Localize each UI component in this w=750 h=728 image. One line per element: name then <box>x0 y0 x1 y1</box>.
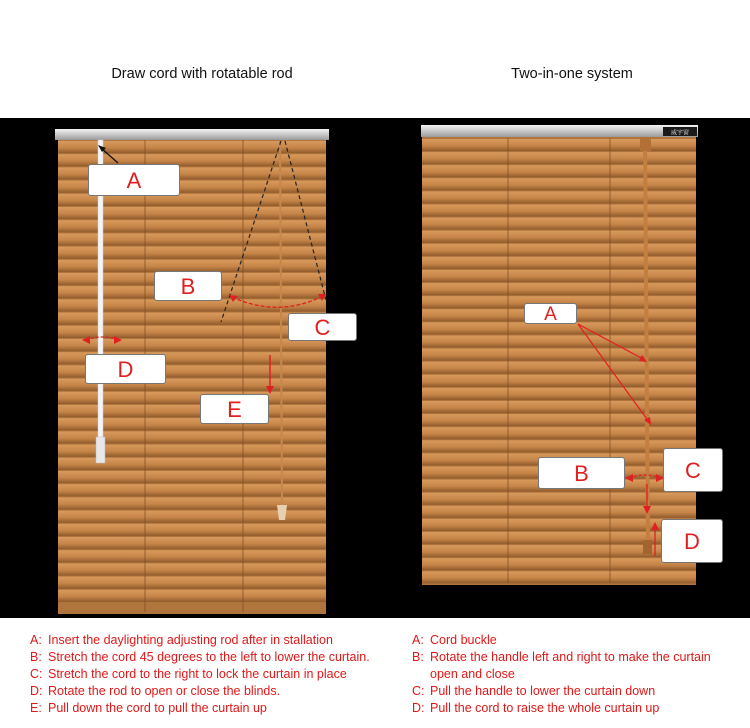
legend-right-item-cont: open and close <box>430 667 515 681</box>
legend-left-item: C: Stretch the cord to the right to lock the curtain in place <box>30 667 347 681</box>
slat <box>58 484 326 496</box>
slat <box>422 205 696 217</box>
legend-left-item: E: Pull down the cord to pull the curtain up <box>30 701 267 715</box>
slat <box>58 524 326 536</box>
legend-left-item: B: Stretch the cord 45 degrees to the left to lower the curtain. <box>30 650 370 664</box>
label-right-a: A <box>524 303 577 324</box>
slat <box>422 218 696 230</box>
legend-right-item: C: Pull the handle to lower the curtain down <box>412 684 656 698</box>
legend-left-item: A: Insert the daylighting adjusting rod after in stallation <box>30 633 333 647</box>
label-right-c: C <box>663 448 723 492</box>
right-blind <box>421 125 698 585</box>
cord-buckle <box>640 137 651 151</box>
label-left-e: E <box>200 394 269 424</box>
slat <box>58 563 326 575</box>
legend-right <box>412 632 742 717</box>
slat <box>422 427 696 439</box>
label-left-c: C <box>288 313 357 341</box>
slat <box>422 231 696 243</box>
slat <box>422 283 696 295</box>
label-left-d: D <box>85 354 166 384</box>
wand-handle <box>643 540 652 554</box>
slat <box>422 244 696 256</box>
slat <box>422 165 696 177</box>
slat <box>58 537 326 549</box>
slat <box>422 139 696 151</box>
slat <box>422 270 696 282</box>
label-right-b: B <box>538 457 625 489</box>
label-left-b: B <box>154 271 222 301</box>
slat <box>422 152 696 164</box>
left-headrail <box>55 129 329 140</box>
slat <box>422 362 696 374</box>
slat <box>422 349 696 361</box>
slat <box>58 471 326 483</box>
slat <box>58 590 326 602</box>
slat <box>422 440 696 452</box>
legend-left-item: D: Rotate the rod to open or close the blinds. <box>30 684 281 698</box>
slat <box>422 178 696 190</box>
right-headrail <box>421 125 698 137</box>
slat <box>422 506 696 518</box>
brand-plate-text: 威宇窗 <box>670 129 690 137</box>
label-left-a: A <box>88 164 180 196</box>
slat <box>422 322 696 334</box>
slat <box>422 191 696 203</box>
slat <box>422 388 696 400</box>
slat <box>422 558 696 570</box>
legend-right-item: B: Rotate the handle left and right to make the curtain <box>412 650 711 664</box>
slat <box>422 571 696 583</box>
title-right: Two-in-one system <box>511 66 633 82</box>
slat <box>58 577 326 589</box>
title-left: Draw cord with rotatable rod <box>111 66 293 82</box>
legend-left <box>30 632 400 717</box>
legend-right-item: A: Cord buckle <box>412 633 497 647</box>
slat <box>422 257 696 269</box>
label-right-d: D <box>661 519 723 563</box>
rod-handle <box>96 437 105 463</box>
slat <box>422 401 696 413</box>
slat <box>422 336 696 348</box>
slat <box>422 414 696 426</box>
slat <box>422 375 696 387</box>
slat <box>58 550 326 562</box>
slat <box>422 493 696 505</box>
legend-right-item: D: Pull the cord to raise the whole curtain up <box>412 701 660 715</box>
